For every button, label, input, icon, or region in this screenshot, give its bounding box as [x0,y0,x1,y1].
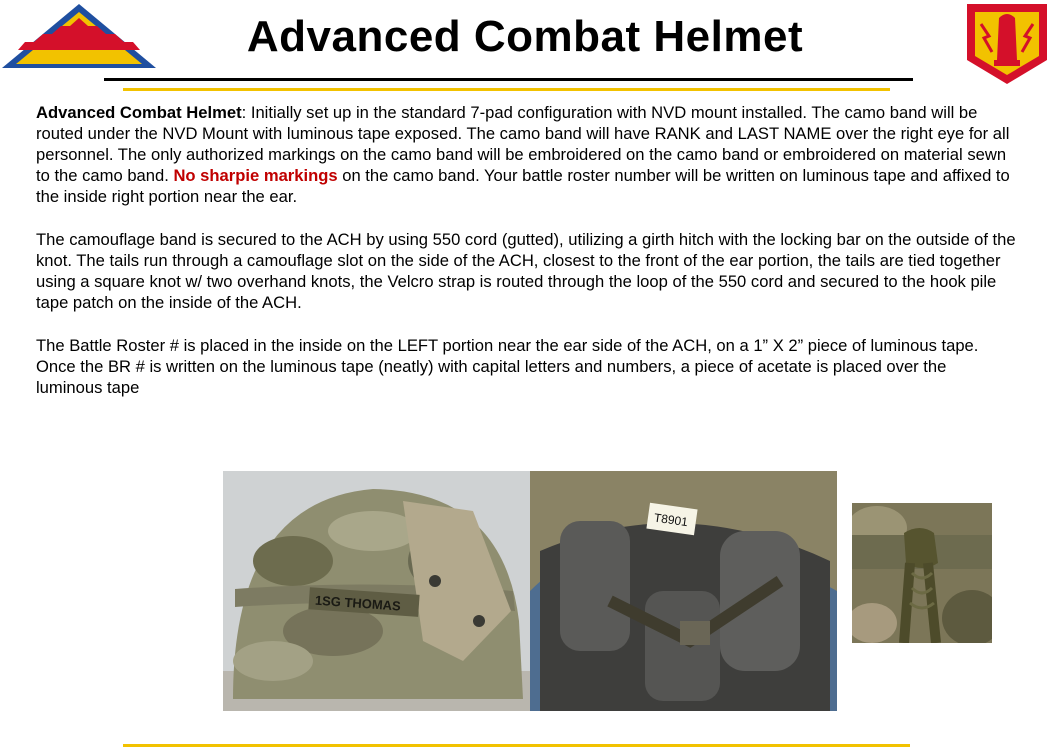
bottom-gold-divider [123,744,910,747]
paragraph-camo-band: The camouflage band is secured to the ACH by using 550 cord (gutted), utilizing a girth hitch with the locking bar on the outside of the knot. The tails run through a camouflage slot on the side of the ACH, closest to the front of the ear portion, the tails are tied together using a square knot w/ two overhand knots, the Velcro strap is routed through the loop of the 550 cord and secured to the hook pile tape patch on the inside of the ACH. [36,230,1016,312]
roster-tape-label: T8901 [653,510,689,530]
paragraph-text: : Initially set up in the standard 7-pad configuration with NVD mount installed. The camo band will be routed under the NVD Mount with luminous tape exposed. The camo band will have RANK and LAST NAME over the right eye for all personnel. The only authorized markings on the camo band will be embroidered on the camo band or embroidered on material sewn to the camo band. [36,103,1010,185]
knot-closeup-photo [852,503,992,643]
helmet-interior-photo [530,471,837,711]
paragraph-helmet-setup [36,102,1016,207]
paragraph-battle-roster: The Battle Roster # is placed in the inside on the LEFT portion near the ear side of the ACH, on a 1” X 2” piece of luminous tape. Once the BR # is written on the luminous tape (neatly) with capital letters and numbers, a piece of acetate is placed over the luminous tape [36,336,979,397]
warning-text: No sharpie markings [173,166,338,185]
body-text [36,102,1016,420]
page-title: Advanced Combat Helmet [246,12,804,61]
top-gold-divider [123,88,890,91]
title-underline [104,78,913,81]
helmet-band-name: 1SG THOMAS [314,592,402,614]
paragraph-lead: Advanced Combat Helmet [36,103,242,122]
paragraph-text: on the camo band. Your battle roster number will be written on luminous tape and affixed to the inside right portion near the ear. [36,166,1010,206]
helmet-photo [223,471,530,711]
